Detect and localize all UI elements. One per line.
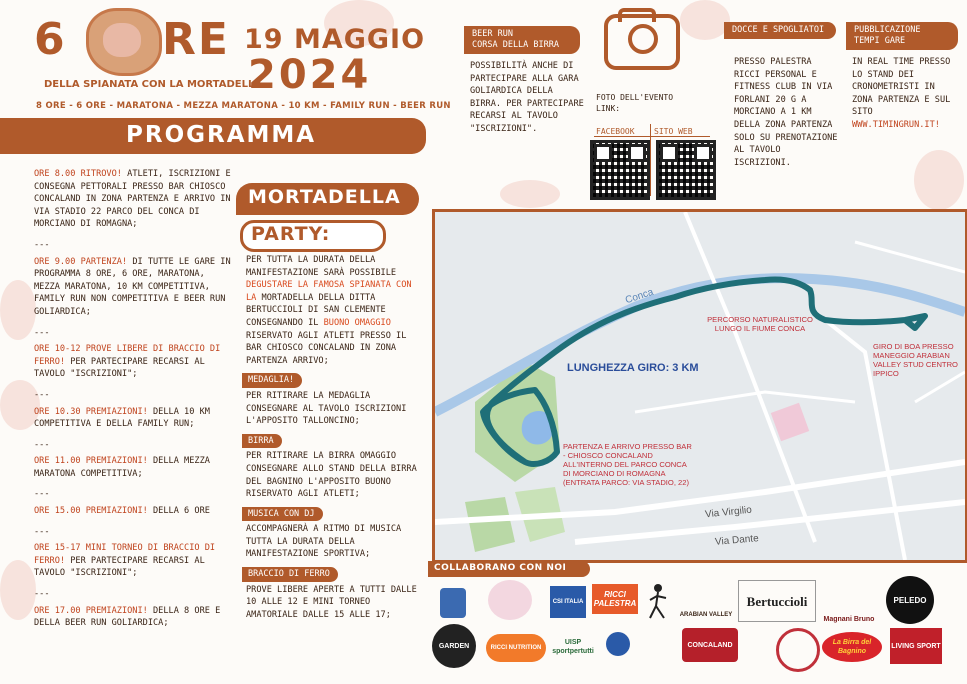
program-item: ORE 11.00 PREMIAZIONI! DELLA MEZZA MARATONA COMPETITIVA; [34,456,210,479]
map-graphic [435,212,965,560]
foto-label: FOTO DELL'EVENTO LINK: [596,93,674,113]
beer-run-text: POSSIBILITÀ ANCHE DI PARTECIPARE ALLA GARA GOLIARDICA DELLA BIRRA. PER PARTECIPARE RECARSI AL TAVOLO "ISCRIZIONI". [470,61,584,134]
mortadella-details [246,254,424,621]
percorso-label: PERCORSO NATURALISTICO LUNGO IL FIUME CONCA [707,315,813,333]
tempi-title: PUBBLICAZIONE [854,25,921,35]
timingrun-link[interactable]: WWW.TIMINGRUN.IT! [852,119,940,130]
party-title: PARTY: [251,223,331,245]
beer-run-subtitle: CORSA DELLA BIRRA [472,40,559,50]
medaglia-tag: MEDAGLIA! [242,373,302,388]
mortadella-intro: PER TUTTA LA DURATA DELLA MANIFESTAZIONE SARÀ POSSIBILE DEGUSTARE LA FAMOSA SPIANATA CON LA MORTADELLA DELLA DITTA BERTUCCIOLI DI SAN CLEMENTE CONSEGNANDO IL BUONO OMAGGIO RISERVATO AGLI ATLETI PRESSO IL BAR CHIOSCO CONCALAND IN ZONA PARTENZA ARRIVO; [246,255,412,366]
separator: --- [34,389,50,400]
separator: --- [34,526,50,537]
street-label: Via Dante [714,533,760,548]
decor-blob [0,560,36,620]
partenza-label: PARTENZA E ARRIVO PRESSO BAR - CHIOSCO CONCALAND ALL'INTERNO DEL PARCO CONCA DI MORCIANO DI ROMAGNA (ENTRATA PARCO: VIA STADIO, 22) [563,442,692,487]
mortadella-title: MORTADELLA [248,186,401,208]
runner-icon [646,582,670,622]
divider [650,124,651,196]
medaglia-text: PER RITIRARE LA MEDAGLIA CONSEGNARE AL TAVOLO ISCRIZIONI L'APPOSITO TALLONCINO; [246,390,407,427]
living-sport-logo: LIVING SPORT [890,628,942,664]
website-qr-code[interactable] [656,140,716,200]
musica-text: ACCOMPAGNERÀ A RITMO DI MUSICA TUTTA LA DURATA DELLA MANIFESTAZIONE SPORTIVA; [246,524,402,560]
docce-text: PRESSO PALESTRA RICCI PERSONAL E FITNESS CLUB IN VIA FORLANI 20 G A MORCIANO A 1 KM DELLA ZONA PARTENZA SOLO SU PRENOTAZIONE AL TAVOLO ISCRIZIONI. [734,57,838,168]
tempi-text: IN REAL TIME PRESSO LO STAND DEI CRONOMETRISTI IN ZONA PARTENZA E SUL SITO WWW.TIMINGRUN.IT! [852,57,951,130]
program-item: ORE 10-12 PROVE LIBERE DI BRACCIO DI FERRO! PER PARTECIPARE RECARSI AL TAVOLO "ISCRIZIONI"; [34,344,221,380]
decor-blob [914,150,964,210]
separator: --- [34,589,50,600]
title-ore: RE [162,14,230,65]
program-item: ORE 9.00 PARTENZA! DI TUTTE LE GARE IN PROGRAMMA 8 ORE, 6 ORE, MARATONA, MEZZA MARATONA, 10 KM COMPETITIVA, FAMILY RUN NON COMPETITIVA E BEER RUN GOLIARDICA; [34,256,231,317]
magnani-bruno-logo: Magnani Bruno [823,616,875,623]
camera-icon [604,14,680,70]
municipality-logo [440,588,466,618]
facebook-link[interactable]: FACEBOOK [596,127,635,136]
program-item: ORE 15-17 MINI TORNEO DI BRACCIO DI FERRO! PER PARTECIPARE RECARSI AL TAVOLO "ISCRIZIONI"; [34,543,216,579]
decor-blob [0,280,36,340]
giro-boa-label: GIRO DI BOA PRESSO MANEGGIO ARABIAN VALLEY STUD CENTRO IPPICO [873,342,958,378]
collab-banner [428,561,590,577]
braccio-tag: BRACCIO DI FERRO [242,567,338,582]
sito-web-link[interactable]: SITO WEB [654,127,693,136]
bertuccioli-logo: Bertuccioli [738,580,816,622]
separator: --- [34,489,50,500]
program-item: ORE 10.30 PREMIAZIONI! DELLA 10 KM COMPETITIVA E DELLA FAMILY RUN; [34,406,210,430]
divider [594,136,710,137]
concaland-logo: CONCALAND [682,628,738,662]
street-label: Via Virgilio [704,504,753,521]
separator: --- [34,239,50,250]
csi-logo: CSI ITALIA [550,586,586,618]
programma-title: PROGRAMMA [126,122,317,148]
river-label: Conca [624,286,655,307]
ricci-palestra-logo: RICCI PALESTRA [592,584,638,614]
partner-logo [488,580,532,620]
event-subtitle: DELLA SPIANATA CON LA MORTADELLA [44,79,263,90]
program-list [34,168,232,638]
program-item: ORE 17.00 PREMIAZIONI! DELLA 8 ORE E DELLA BEER RUN GOLIARDICA; [34,605,221,629]
docce-banner [724,22,836,39]
program-item: ORE 15.00 PREMIAZIONI! DELLA 6 ORE [34,506,210,517]
birra-tag: BIRRA [242,434,282,449]
garden-logo: GARDEN [432,624,476,668]
braccio-text: PROVE LIBERE APERTE A TUTTI DALLE 10 ALLE 12 E MINI TORNEO AMATORIALE DALLE 15 ALLE 17; [246,584,417,620]
collab-title: COLLABORANO CON NOI [434,563,567,573]
tempi-banner [846,22,958,50]
title-six: 6 [34,14,67,65]
musica-tag: MUSICA CON DJ [242,507,323,522]
route-map [432,209,967,563]
arabian-valley-logo: ARABIAN VALLEY [679,612,733,618]
birra-bagnino-logo: La Birra del Bagnino [822,632,882,662]
facebook-qr-code[interactable] [590,140,650,200]
runner-logo [646,582,670,622]
event-date-year: 2024 [248,52,372,98]
program-item: ORE 8.00 RITROVO! ATLETI, ISCRIZIONI E CONSEGNA PETTORALI PRESSO BAR CHIOSCO CONCALAND IN ZONA PARTENZA E ARRIVO IN VIA STADIO 22 PARCO DEL CONCA DI MORCIANO DI ROMAGNA; [34,169,231,230]
beer-run-banner [464,26,580,54]
beer-run-title: BEER RUN [472,29,513,39]
party-banner [240,220,386,252]
programma-banner [0,118,426,154]
lap-length: LUNGHEZZA GIRO: 3 KM [567,362,699,374]
partner-logo [606,632,630,656]
docce-title: DOCCE E SPOGLIATOI [732,25,825,35]
separator: --- [34,439,50,450]
separator: --- [34,327,50,338]
uisp-logo: UISP sportpertutti [552,639,594,655]
tempi-subtitle: TEMPI GARE [854,36,906,46]
ricci-nutrition-logo: RICCI NUTRITION [486,634,546,662]
mortadella-banner [236,183,419,215]
race-list: 8 ORE - 6 ORE - MARATONA - MEZZA MARATONA - 10 KM - FAMILY RUN - BEER RUN [36,101,451,111]
spianata-icon [86,8,162,76]
decor-blob [500,180,560,208]
event-date-day: 19 MAGGIO [244,24,426,55]
peledo-logo: PELEDO [886,576,934,624]
birra-text: PER RITIRARE LA BIRRA OMAGGIO CONSEGNARE ALLO STAND DELLA BIRRA DEL BAGNINO L'APPOSITO BUONO RISERVATO AGLI ATLETI; [246,451,417,500]
decor-blob [680,0,730,40]
partner-logo [776,628,820,672]
